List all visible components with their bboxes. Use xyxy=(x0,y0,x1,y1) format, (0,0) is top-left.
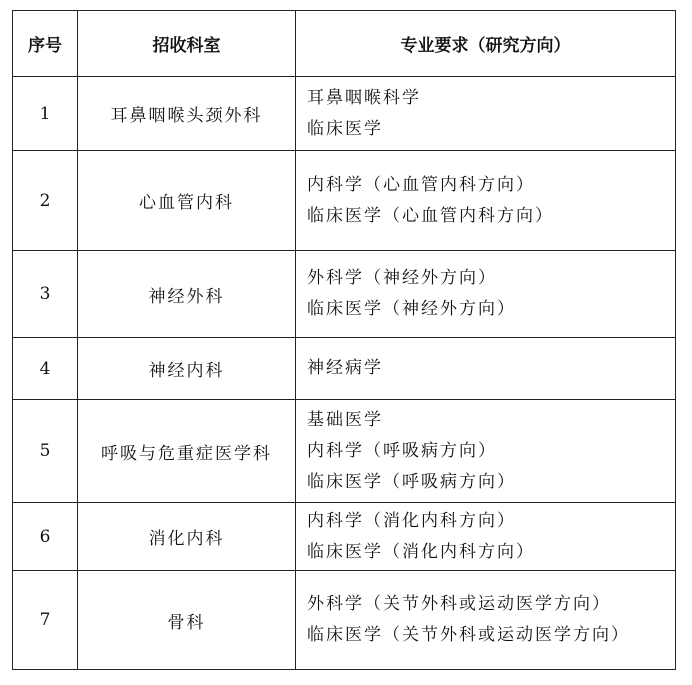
major-requirements xyxy=(296,400,676,503)
major-item: 基础医学 xyxy=(307,409,383,430)
department: 呼吸与危重症医学科 xyxy=(78,400,296,503)
major-item: 临床医学（神经外方向） xyxy=(307,299,516,319)
recruitment-table xyxy=(12,10,676,670)
major-requirements xyxy=(296,338,676,400)
major-item: 内科学（心血管内科方向） xyxy=(307,174,535,195)
major-item: 内科学（消化内科方向） xyxy=(307,510,516,531)
table-row xyxy=(13,251,676,338)
major-item: 神经病学 xyxy=(307,358,383,378)
major-requirements xyxy=(296,571,676,670)
department: 耳鼻咽喉头颈外科 xyxy=(78,77,296,151)
department: 心血管内科 xyxy=(78,151,296,251)
major-item: 外科学（神经外方向） xyxy=(307,268,497,288)
row-number: 5 xyxy=(13,400,78,503)
table-row xyxy=(13,151,676,251)
major-requirements xyxy=(296,503,676,571)
department: 神经外科 xyxy=(78,251,296,338)
major-item: 临床医学（消化内科方向） xyxy=(307,541,535,562)
table-row xyxy=(13,77,676,151)
major-item: 耳鼻咽喉科学 xyxy=(307,87,421,108)
department: 神经内科 xyxy=(78,338,296,400)
table-row xyxy=(13,503,676,571)
row-number: 3 xyxy=(13,251,78,338)
row-number: 4 xyxy=(13,338,78,400)
row-number: 7 xyxy=(13,571,78,670)
major-requirements xyxy=(296,77,676,151)
table-row xyxy=(13,338,676,400)
row-number: 2 xyxy=(13,151,78,251)
department: 骨科 xyxy=(78,571,296,670)
header-no: 序号 xyxy=(13,11,78,77)
department: 消化内科 xyxy=(78,503,296,571)
major-requirements xyxy=(296,151,676,251)
major-item: 内科学（呼吸病方向） xyxy=(307,440,497,461)
major-item: 临床医学（关节外科或运动医学方向） xyxy=(307,625,630,645)
major-requirements xyxy=(296,251,676,338)
major-item: 外科学（关节外科或运动医学方向） xyxy=(307,594,611,614)
major-item: 临床医学（心血管内科方向） xyxy=(307,205,554,226)
row-number: 6 xyxy=(13,503,78,571)
major-item: 临床医学 xyxy=(307,118,383,139)
table-header-row xyxy=(13,11,676,77)
header-dept: 招收科室 xyxy=(78,11,296,77)
row-number: 1 xyxy=(13,77,78,151)
major-item: 临床医学（呼吸病方向） xyxy=(307,471,516,492)
header-majors: 专业要求（研究方向） xyxy=(296,11,676,77)
table-row xyxy=(13,571,676,670)
table-row xyxy=(13,400,676,503)
